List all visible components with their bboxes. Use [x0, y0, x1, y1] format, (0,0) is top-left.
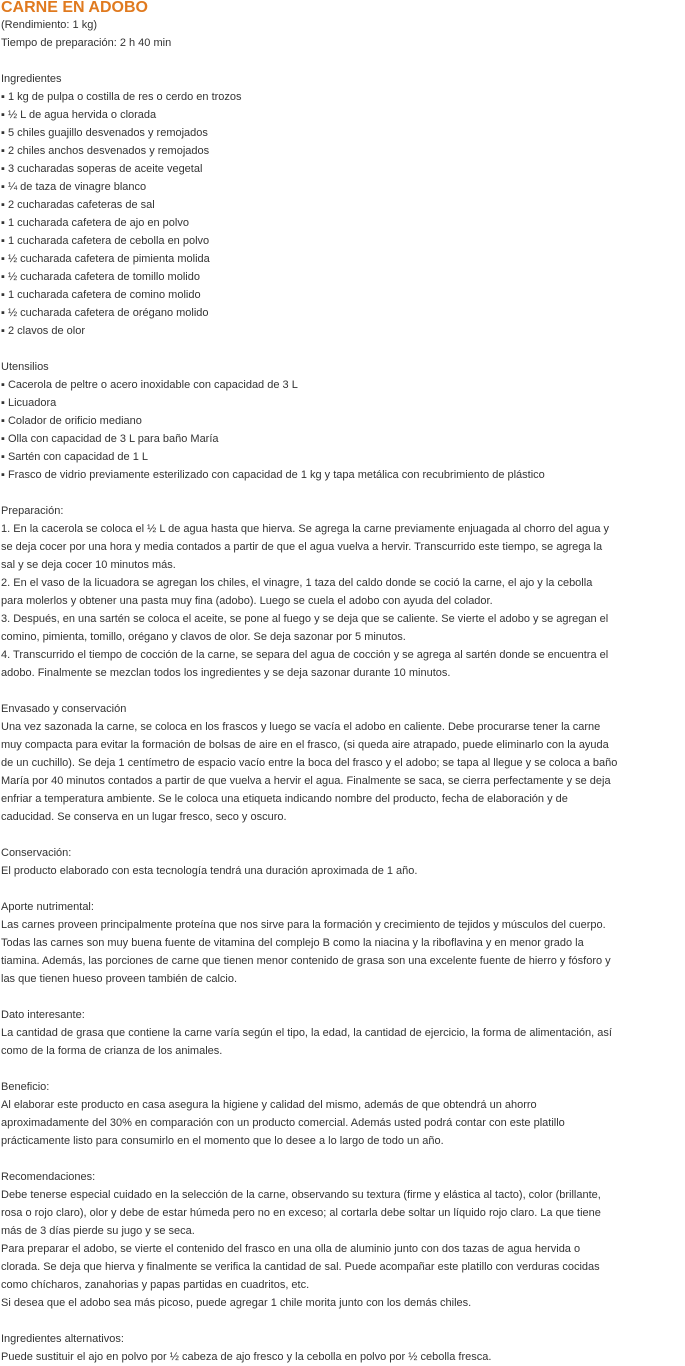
benefit-heading: Beneficio:	[1, 1081, 50, 1093]
preparation-line: 2. En el vaso de la licuadora se agregan los chiles, el vinagre, 1 taza del caldo donde se coció la carne, el ajo y la cebolla	[1, 577, 593, 589]
preparation-line: comino, pimienta, tomillo, orégano y clavos de olor. Se deja sazonar por 5 minutos.	[1, 631, 406, 643]
recommendations-line: más de 3 días pierde su jugo y se seca.	[1, 1225, 195, 1237]
ingredient-item: ▪ ½ cucharada cafetera de orégano molido	[1, 307, 209, 319]
ingredient-item: ▪ ½ L de agua hervida o clorada	[1, 109, 157, 121]
utensil-item: ▪ Licuadora	[1, 397, 57, 409]
ingredient-item: ▪ 3 cucharadas soperas de aceite vegetal	[1, 163, 203, 175]
nutrition-line: Todas las carnes son muy buena fuente de vitamina del complejo B como la niacina y la riboflavina y en menor grado la	[1, 937, 584, 949]
spacer	[1, 1150, 685, 1168]
packaging-line: María por 40 minutos contados a partir de que vuelva a hervir el agua. Finalmente se saca, se cierra perfectamente y se deja	[1, 775, 611, 787]
conservation-line: El producto elaborado con esta tecnología tendrá una duración aproximada de 1 año.	[1, 865, 418, 877]
recommendations-line: rosa o rojo claro), olor y debe de estar húmeda pero no en exceso; al cortarla debe soltar un líquido rojo claro. La que tiene	[1, 1207, 601, 1219]
nutrition-line: las que tienen hueso proveen también de calcio.	[1, 973, 238, 985]
packaging-text	[1, 718, 685, 826]
nutrition-line: tiamina. Además, las porciones de carne que tienen menor contenido de grasa son una excelente fuente de hierro y fósforo y	[1, 955, 611, 967]
nutrition-heading: Aporte nutrimental:	[1, 901, 94, 913]
ingredients-list	[1, 88, 685, 340]
preparation-heading: Preparación:	[1, 505, 64, 517]
ingredient-item: ▪ 1 cucharada cafetera de ajo en polvo	[1, 217, 189, 229]
alternatives-line: Puede sustituir el ajo en polvo por ½ cabeza de ajo fresco y la cebolla en polvo por ½ cebolla fresca.	[1, 1351, 492, 1363]
ingredient-item: ▪ ½ cucharada cafetera de tomillo molido	[1, 271, 200, 283]
ingredient-item: ▪ 1 cucharada cafetera de comino molido	[1, 289, 201, 301]
recommendations-text	[1, 1186, 685, 1312]
utensil-item: ▪ Sartén con capacidad de 1 L	[1, 451, 149, 463]
preparation-line: 3. Después, en una sartén se coloca el aceite, se pone al fuego y se deja que se caliente. Se vierte el adobo y se agregan el	[1, 613, 609, 625]
packaging-heading: Envasado y conservación	[1, 703, 127, 715]
packaging-line: de un cuchillo). Se deja 1 centímetro de espacio vacío entre la boca del frasco y el adobo; se tapa al llegue y se coloca a baño	[1, 757, 618, 769]
spacer	[1, 52, 685, 70]
spacer	[1, 484, 685, 502]
recommendations-line: clorada. Se deja que hierva y finalmente se verifica la cantidad de sal. Puede acompañar este platillo con verduras cocidas	[1, 1261, 600, 1273]
benefit-line: Al elaborar este producto en casa asegura la higiene y calidad del mismo, además de que obtendrá un ahorro	[1, 1099, 537, 1111]
recommendations-line: Si desea que el adobo sea más picoso, puede agregar 1 chile morita junto con los demás chiles.	[1, 1297, 472, 1309]
fact-line: como de la forma de crianza de los animales.	[1, 1045, 223, 1057]
ingredients-heading: Ingredientes	[1, 73, 62, 85]
packaging-line: Una vez sazonada la carne, se coloca en los frascos y luego se vacía el adobo en caliente. Debe procurarse tener la carne	[1, 721, 601, 733]
packaging-line: caducidad. Se conserva en un lugar fresco, seco y oscuro.	[1, 811, 287, 823]
utensil-item: ▪ Colador de orificio mediano	[1, 415, 142, 427]
ingredient-item: ▪ 2 cucharadas cafeteras de sal	[1, 199, 155, 211]
utensil-item: ▪ Cacerola de peltre o acero inoxidable con capacidad de 3 L	[1, 379, 298, 391]
preparation-line: adobo. Finalmente se mezclan todos los ingredientes y se deja sazonar durante 10 minutos.	[1, 667, 451, 679]
spacer	[1, 340, 685, 358]
spacer	[1, 826, 685, 844]
recommendations-line: Debe tenerse especial cuidado en la selección de la carne, observando su textura (firme y elástica al tacto), color (brillante,	[1, 1189, 601, 1201]
nutrition-text	[1, 916, 685, 988]
alternatives-heading: Ingredientes alternativos:	[1, 1333, 124, 1345]
fact-line: La cantidad de grasa que contiene la carne varía según el tipo, la edad, la cantidad de ejercicio, la forma de alimentación, así	[1, 1027, 612, 1039]
packaging-line: enfriar a temperatura ambiente. Se le coloca una etiqueta indicando nombre del producto, fecha de elaboración y de	[1, 793, 568, 805]
preparation-line: se deja cocer por una hora y media contados a partir de que el agua vuelva a hervir. Transcurrido este tiempo, se agrega la	[1, 541, 603, 553]
benefit-line: prácticamente listo para consumirlo en el momento que lo desee a lo largo de todo un año.	[1, 1135, 444, 1147]
spacer	[1, 682, 685, 700]
preparation-line: 1. En la cacerola se coloca el ½ L de agua hasta que hierva. Se agrega la carne previamente enjuagada al chorro del agua y	[1, 523, 610, 535]
preparation-line: para molerlos y obtener una pasta muy fina (adobo). Luego se cuela el adobo con ayuda del colador.	[1, 595, 493, 607]
conservation-heading: Conservación:	[1, 847, 72, 859]
recommendations-line: Para preparar el adobo, se vierte el contenido del frasco en una olla de aluminio junto con dos tazas de agua hervida o	[1, 1243, 581, 1255]
preparation-line: 4. Transcurrido el tiempo de cocción de la carne, se separa del agua de cocción y se agrega al sartén donde se encuentra el	[1, 649, 609, 661]
preparation-text	[1, 520, 685, 682]
ingredient-item: ▪ 2 chiles anchos desvenados y remojados	[1, 145, 210, 157]
spacer	[1, 1060, 685, 1078]
ingredient-item: ▪ ½ cucharada cafetera de pimienta molida	[1, 253, 210, 265]
prep-time-text: Tiempo de preparación: 2 h 40 min	[1, 37, 172, 49]
ingredient-item: ▪ 1 cucharada cafetera de cebolla en polvo	[1, 235, 210, 247]
preparation-line: sal y se deja cocer 10 minutos más.	[1, 559, 176, 571]
ingredient-item: ▪ ¼ de taza de vinagre blanco	[1, 181, 147, 193]
benefit-text	[1, 1096, 685, 1150]
utensil-item: ▪ Frasco de vidrio previamente esterilizado con capacidad de 1 kg y tapa metálica con recubrimiento de plástico	[1, 469, 545, 481]
utensils-heading: Utensilios	[1, 361, 49, 373]
utensil-item: ▪ Olla con capacidad de 3 L para baño María	[1, 433, 219, 445]
packaging-line: muy compacta para evitar la formación de bolsas de aire en el frasco, (si queda aire atrapado, puede eliminarlo con la ayuda	[1, 739, 609, 751]
utensils-list	[1, 376, 685, 484]
spacer	[1, 880, 685, 898]
fact-text	[1, 1024, 685, 1060]
spacer	[1, 988, 685, 1006]
ingredient-item: ▪ 2 clavos de olor	[1, 325, 85, 337]
benefit-line: aproximadamente del 30% en comparación con un producto comercial. Además usted podrá contar con este platillo	[1, 1117, 565, 1129]
recommendations-line: como chícharos, zanahorias y papas partidas en cuadritos, etc.	[1, 1279, 310, 1291]
nutrition-line: Las carnes proveen principalmente proteína que nos sirve para la formación y crecimiento de tejidos y músculos del cuerpo.	[1, 919, 606, 931]
spacer	[1, 1312, 685, 1330]
fact-heading: Dato interesante:	[1, 1009, 85, 1021]
yield-text: (Rendimiento: 1 kg)	[1, 19, 97, 31]
ingredient-item: ▪ 5 chiles guajillo desvenados y remojados	[1, 127, 208, 139]
ingredient-item: ▪ 1 kg de pulpa o costilla de res o cerdo en trozos	[1, 91, 242, 103]
recipe-title: CARNE EN ADOBO	[1, 0, 148, 16]
recommendations-heading: Recomendaciones:	[1, 1171, 96, 1183]
